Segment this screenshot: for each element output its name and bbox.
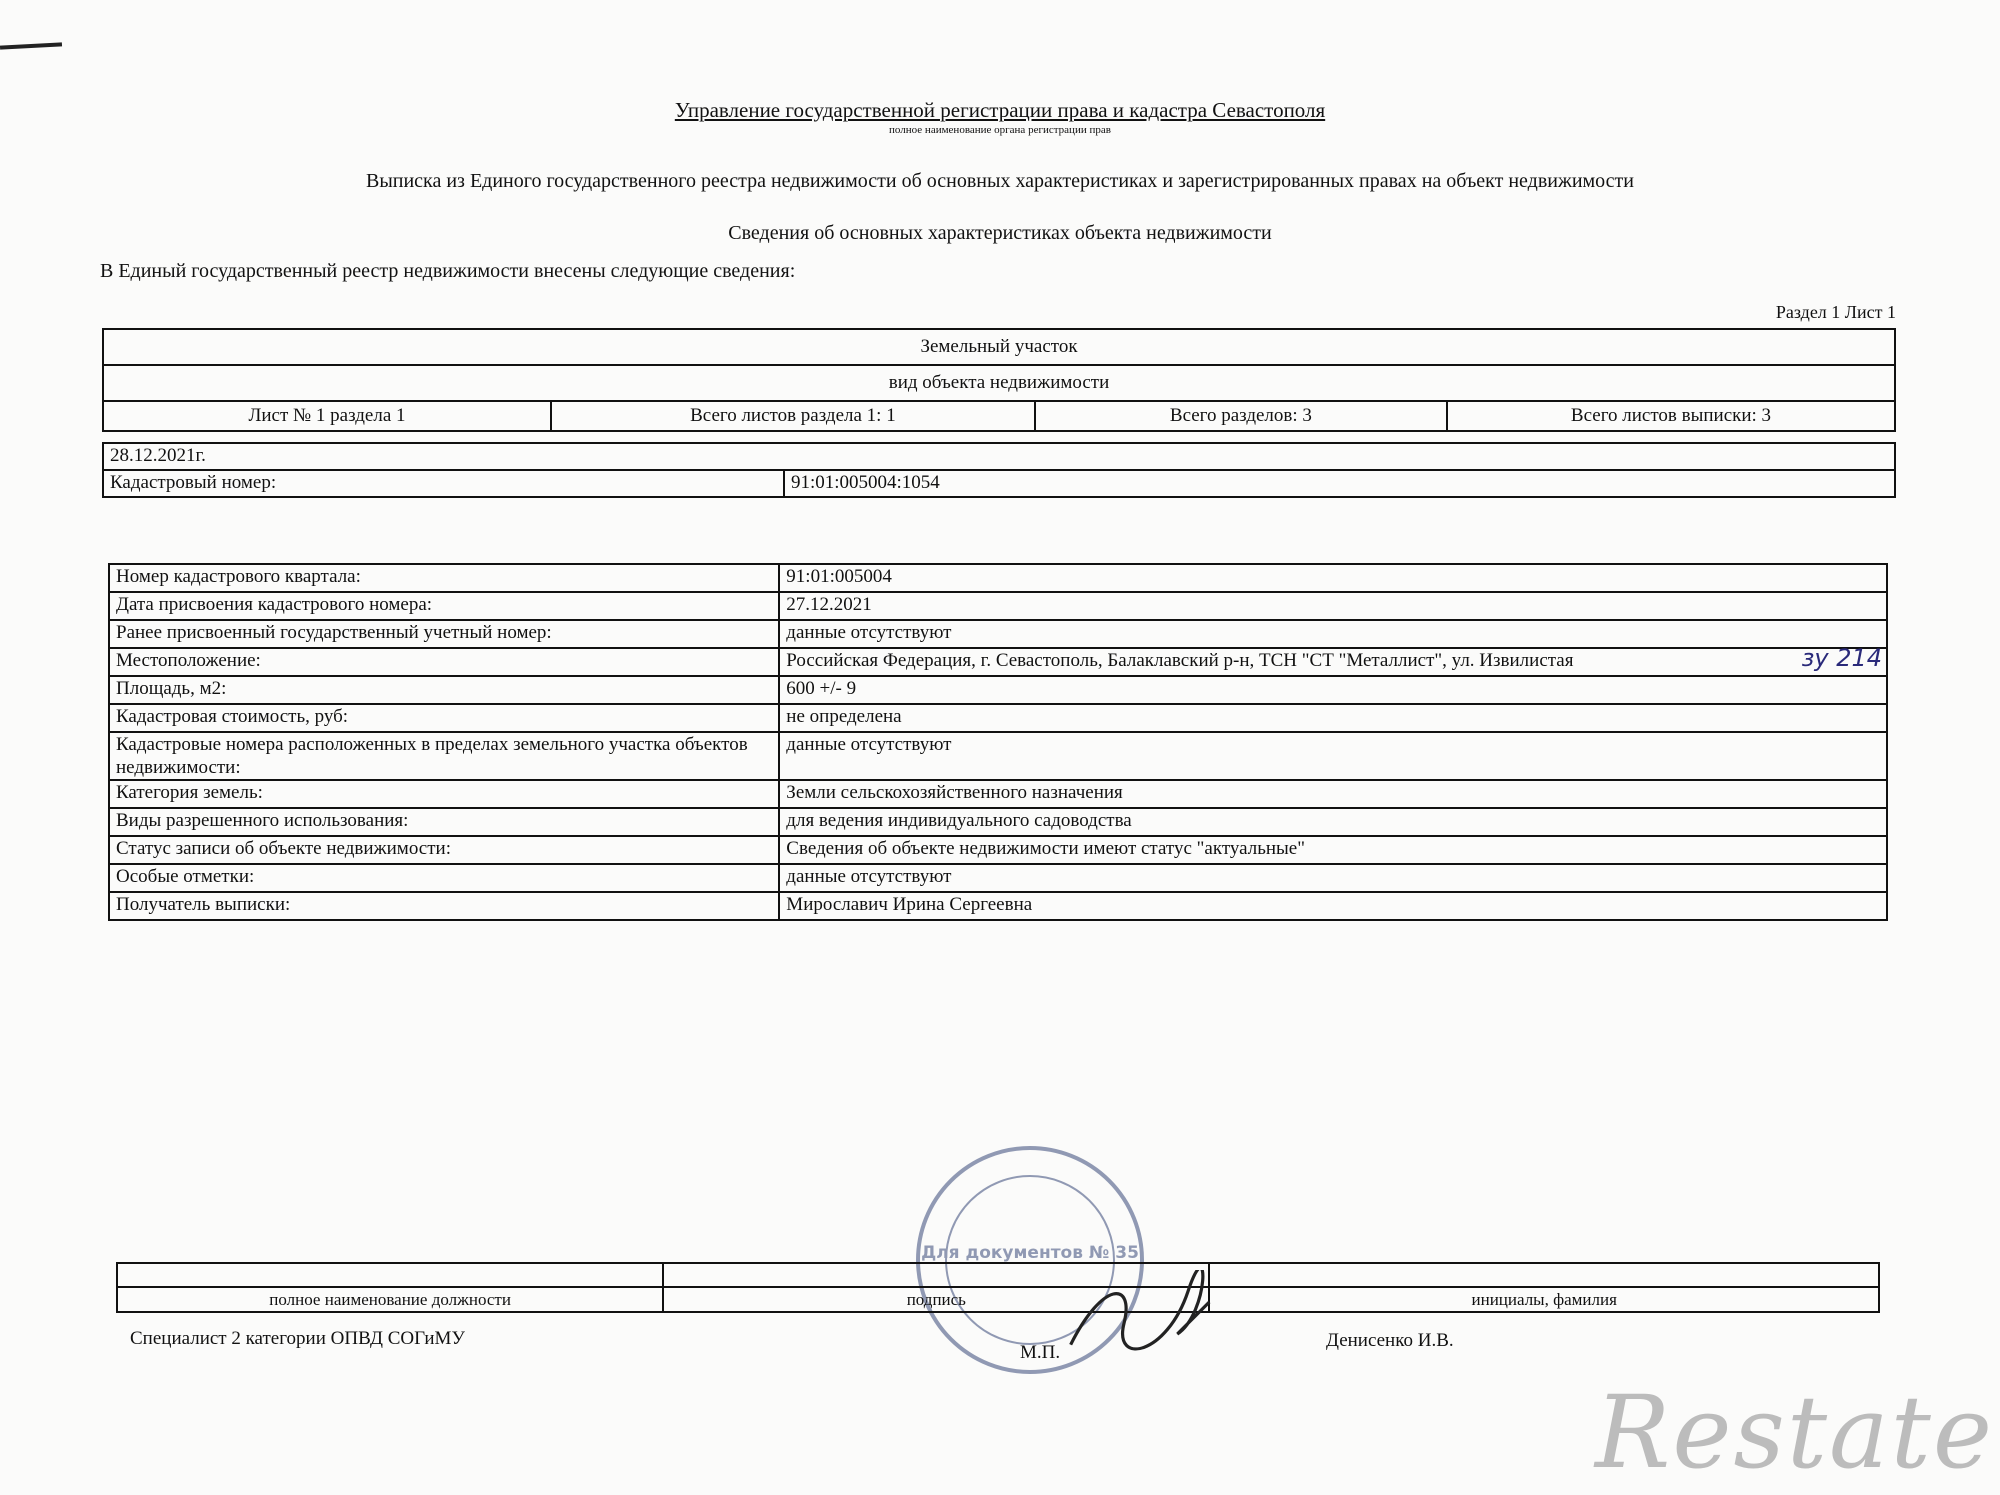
- row-value: данные отсутствуют: [779, 864, 1887, 892]
- table-row: [109, 864, 1887, 892]
- row-value: 600 +/- 9: [779, 676, 1887, 704]
- cadastral-table: [102, 442, 1896, 498]
- signer-name: Денисенко И.В.: [1326, 1330, 1454, 1351]
- table-row: [109, 732, 1887, 780]
- row-value: Мирославич Ирина Сергеевна: [779, 892, 1887, 920]
- row-label: Особые отметки:: [109, 864, 779, 892]
- table-row: [109, 676, 1887, 704]
- authority-caption: полное наименование органа регистрации прав: [889, 124, 1111, 136]
- row-label: Кадастровая стоимость, руб:: [109, 704, 779, 732]
- details-table: [108, 563, 1888, 921]
- watermark-logo: Restate: [1595, 1374, 1994, 1491]
- object-kind-table: [102, 328, 1896, 402]
- seal-label: М.П.: [1020, 1342, 1061, 1363]
- handwritten-note: зу 214: [1801, 644, 1882, 672]
- row-value: не определена: [779, 704, 1887, 732]
- row-label: Статус записи об объекте недвижимости:: [109, 836, 779, 864]
- signature-caption: подпись: [663, 1287, 1209, 1312]
- row-label: Дата присвоения кадастрового номера:: [109, 592, 779, 620]
- row-value: [779, 644, 1887, 676]
- intro-text: В Единый государственный реестр недвижимости внесены следующие сведения:: [100, 260, 796, 282]
- row-value: Сведения об объекте недвижимости имеют статус "актуальные": [779, 836, 1887, 864]
- row-value: 27.12.2021: [779, 592, 1887, 620]
- document-title: Выписка из Единого государственного реестра недвижимости об основных характеристиках и зарегистрированных правах на объект недвижимости: [365, 170, 1634, 192]
- section-sheets-total: Всего листов раздела 1: 1: [551, 401, 1035, 431]
- extract-date: 28.12.2021г.: [103, 443, 1895, 470]
- row-label: Площадь, м2:: [109, 676, 779, 704]
- table-row: [109, 592, 1887, 620]
- table-row: [109, 892, 1887, 920]
- signature-table: [116, 1262, 1880, 1313]
- position-value: Специалист 2 категории ОПВД СОГиМУ: [130, 1328, 465, 1349]
- table-row: [109, 836, 1887, 864]
- row-value: данные отсутствуют: [779, 620, 1887, 648]
- row-label: Номер кадастрового квартала:: [109, 564, 779, 592]
- extract-sheets-total: Всего листов выписки: 3: [1447, 401, 1895, 431]
- name-caption: инициалы, фамилия: [1209, 1287, 1879, 1312]
- sections-total: Всего разделов: 3: [1035, 401, 1447, 431]
- position-caption: полное наименование должности: [117, 1287, 663, 1312]
- object-kind: Земельный участок: [103, 329, 1895, 365]
- table-row: [109, 564, 1887, 592]
- scan-edge-mark: [0, 42, 62, 49]
- location-value: Российская Федерация, г. Севастополь, Балаклавский р-н, ТСН "СТ "Металлист", ул. Извилистая: [786, 650, 1574, 671]
- authority-name: Управление государственной регистрации права и кадастра Севастополя: [674, 98, 1326, 122]
- table-row: [109, 808, 1887, 836]
- table-row: [109, 704, 1887, 732]
- row-label: Ранее присвоенный государственный учетный номер:: [109, 620, 779, 648]
- section-label: Раздел 1 Лист 1: [1775, 302, 1896, 322]
- row-value: Земли сельскохозяйственного назначения: [779, 780, 1887, 808]
- table-row: [109, 648, 1887, 676]
- table-row: [109, 780, 1887, 808]
- cadastral-number: 91:01:005004:1054: [784, 470, 1895, 497]
- stamp-text: Для документов № 35: [921, 1243, 1139, 1263]
- signature-scribble: [1060, 1270, 1220, 1366]
- row-value: 91:01:005004: [779, 564, 1887, 592]
- table-row: [109, 620, 1887, 648]
- row-label: Категория земель:: [109, 780, 779, 808]
- sheet-number: Лист № 1 раздела 1: [103, 401, 551, 431]
- row-label: Виды разрешенного использования:: [109, 808, 779, 836]
- cadastral-label: Кадастровый номер:: [103, 470, 784, 497]
- sheets-table: [102, 400, 1896, 432]
- row-value: для ведения индивидуального садоводства: [779, 808, 1887, 836]
- row-label: Местоположение:: [109, 648, 779, 676]
- row-value: данные отсутствуют: [779, 732, 1887, 780]
- section-title: Сведения об основных характеристиках объекта недвижимости: [728, 222, 1272, 244]
- row-label: Получатель выписки:: [109, 892, 779, 920]
- object-kind-caption: вид объекта недвижимости: [103, 365, 1895, 401]
- row-label: Кадастровые номера расположенных в пределах земельного участка объектов недвижимости:: [109, 732, 779, 780]
